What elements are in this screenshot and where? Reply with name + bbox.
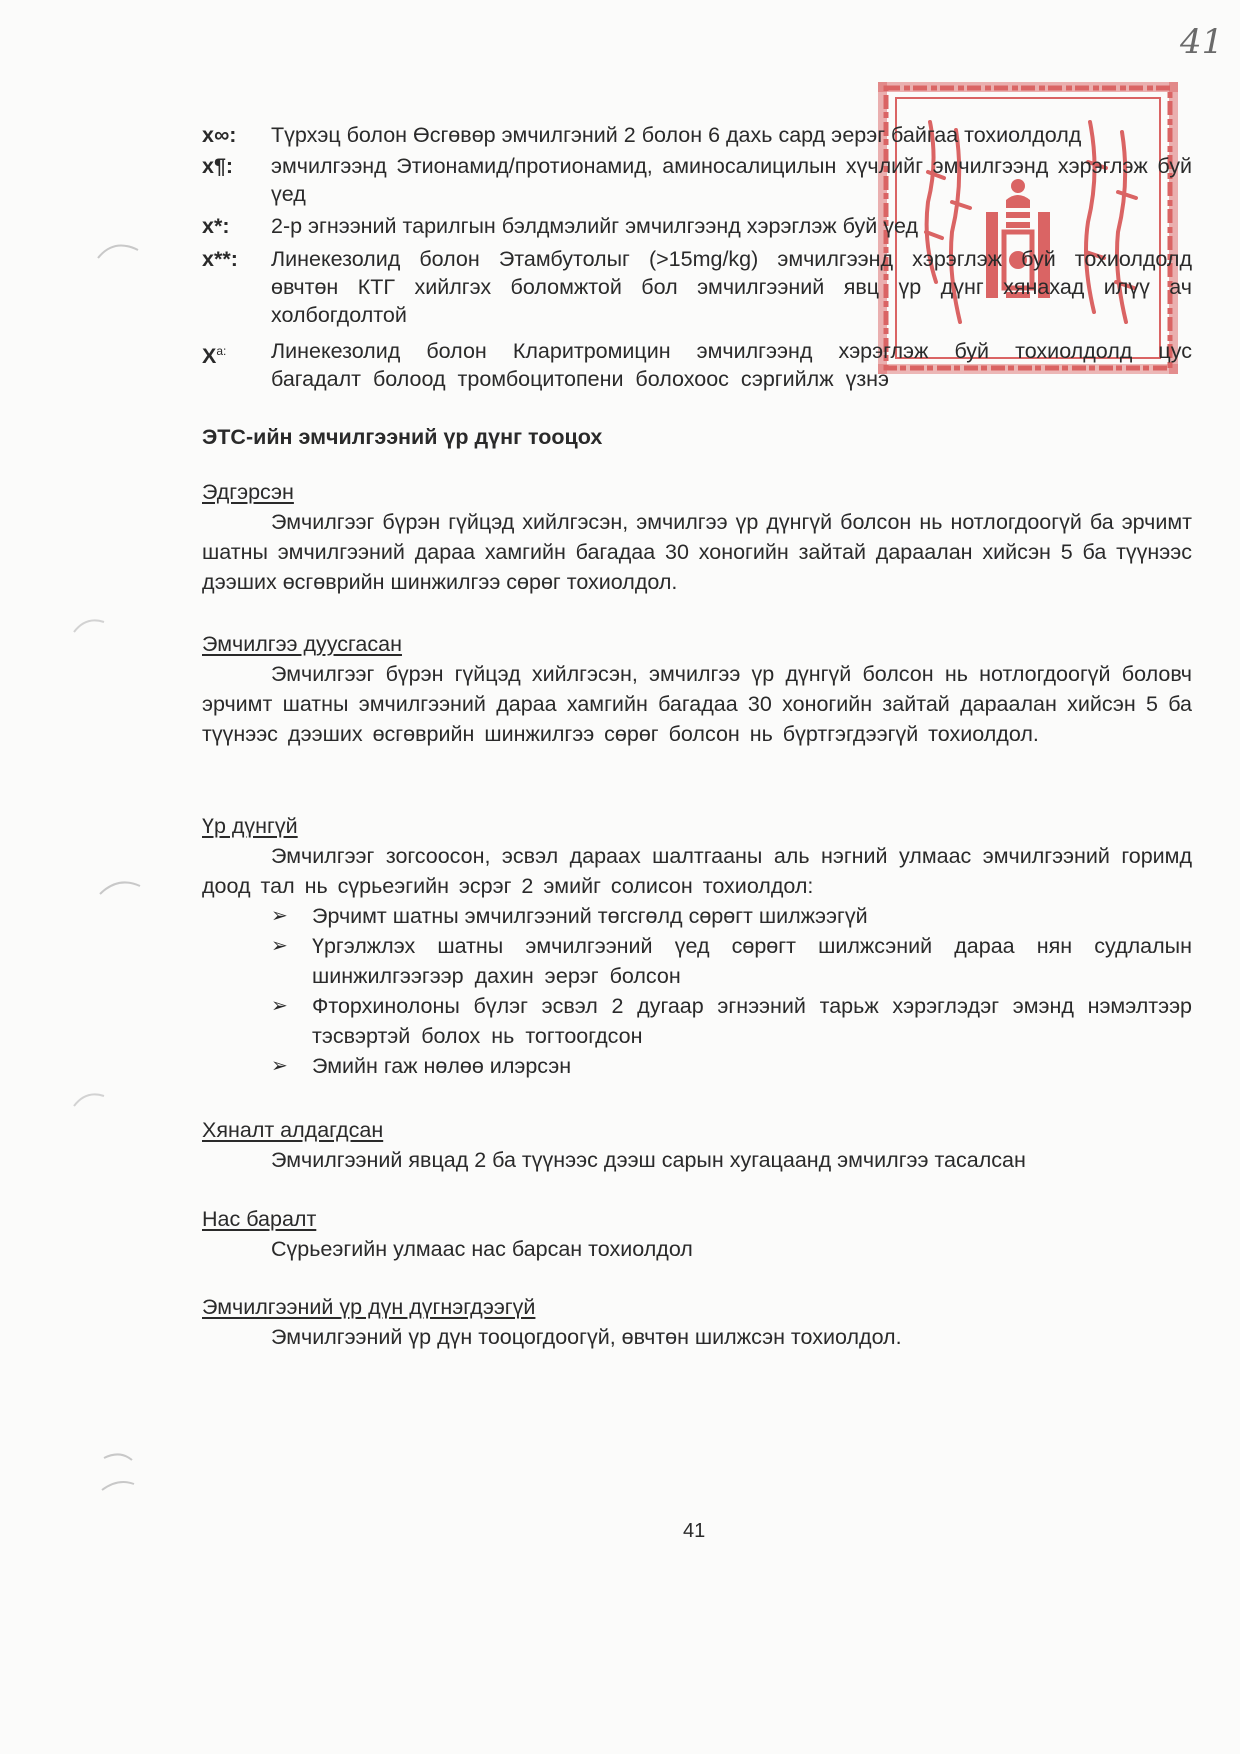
punch-hole-mark — [98, 1448, 138, 1498]
section-text: Эмчилгээг бүрэн гүйцэд хийлгэсэн, эмчилгээ үр дүнгүй болсон нь нотлогдоогүй ба эрчимт шатны эмчилгээний дараа хамгийн багадаа 30 хоногийн зайтай дараалан хийсэн 5 ба түүнээс дээших өсгөврийн шинжилгээ сөрөг тохиолдол. — [202, 510, 1192, 594]
footnote-mark: х¶: — [202, 154, 234, 178]
section-text: Сүрьеэгийн улмаас нас барсан тохиолдол — [271, 1237, 693, 1261]
arrow-bullet-icon: ➢ — [271, 995, 288, 1017]
definition-section — [202, 629, 1192, 749]
footnote-text: Түрхэц болон Өсгөвөр эмчилгэний 2 болон 6 дахь сард эерэг байгаа тохиолдолд — [271, 123, 1082, 147]
list-item: ➢ Фторхинолоны бүлэг эсвэл 2 дугаар эгнээний тарьж хэрэглэдэг эмэнд нэмэлтээр тэсвэртэй болох нь тогтоогдсон — [271, 991, 1192, 1051]
section-title: Эдгэрсэн — [202, 480, 294, 504]
footnote-item — [202, 212, 1192, 240]
footnote-mark: х*: — [202, 214, 230, 238]
footnote-text: 2-р эгнээний тарилгын бэлдмэлийг эмчилгээнд хэрэглэж буй үед — [271, 214, 919, 238]
footnote-item — [202, 121, 1192, 149]
section-title: Эмчилгээний үр дүн дүгнэгдээгүй — [202, 1295, 536, 1319]
section-title: Нас баралт — [202, 1207, 317, 1231]
footnote-mark: $Х^{a:}$ — [202, 344, 227, 369]
footnote-item — [202, 152, 1192, 208]
arrow-bullet-icon: ➢ — [271, 935, 288, 957]
arrow-bullet-icon: ➢ — [271, 905, 288, 927]
page-number: 41 — [683, 1520, 706, 1542]
footnote-text: Линекезолид болон Кларитромицин эмчилгээнд хэрэглэж буй тохиолдолд цус багадалт болоод тромбоцитопени болохоос сэргийлж үзнэ — [271, 339, 1192, 391]
punch-hole-mark — [70, 1088, 110, 1112]
definition-section — [202, 1292, 1192, 1352]
list-item: ➢ Эмийн гаж нөлөө илэрсэн — [271, 1051, 1192, 1081]
punch-hole-mark — [96, 872, 146, 902]
list-item: ➢ Үргэлжлэх шатны эмчилгээний үед сөрөгт шилжсэний дараа нян судлалын шинжилгээгээр дахин эерэг болсон — [271, 931, 1192, 991]
list-item: ➢ Эрчимт шатны эмчилгээний төгсгөлд сөрөгт шилжээгүй — [271, 901, 1192, 931]
section-title: Хяналт алдагдсан — [202, 1118, 384, 1142]
handwritten-page-number: 41 — [1180, 22, 1224, 62]
section-text: Эмчилгээг бүрэн гүйцэд хийлгэсэн, эмчилгээ үр дүнгүй болсон нь нотлогдоогүй боловч эрчимт шатны эмчилгээний дараа хамгийн багадаа 30 хоногийн зайтай дараалан хийсэн 5 ба түүнээс дээших өсгөврийн шинжилгээ сөрөг болсон нь бүртгэгдээгүй тохиолдол. — [202, 662, 1192, 746]
footnote-item — [202, 337, 1192, 393]
criteria-list — [202, 901, 1192, 1081]
arrow-bullet-icon: ➢ — [271, 1055, 288, 1077]
definition-section — [202, 1204, 1192, 1264]
footnote-text: Линекезолид болон Этамбутолыг (>15mg/kg) эмчилгээнд хэрэглэж буй тохиолдолд өвчтөн КТГ хийлгэх боломжтой бол эмчилгээний явц үр дүнг хянахад илүү ач холбогдолтой — [271, 247, 1192, 327]
section-text: Эмчилгээг зогсоосон, эсвэл дараах шалтгааны аль нэгний улмаас эмчилгээний горимд доод тал нь сүрьеэгийн эсрэг 2 эмийг солисон тохиолдол: — [202, 844, 1192, 898]
footnote-text: эмчилгээнд Этионамид/протионамид, аминосалицилын хүчлийг эмчилгээнд хэрэглэж буй үед — [271, 154, 1192, 206]
punch-hole-mark — [70, 614, 110, 638]
section-heading: ЭТС-ийн эмчилгээний үр дүнг тооцох — [202, 425, 603, 449]
footnote-mark: х**: — [202, 247, 238, 271]
footnote-item — [202, 245, 1192, 329]
definition-section — [202, 811, 1192, 1081]
section-title: Эмчилгээ дуусгасан — [202, 632, 402, 656]
definition-section — [202, 1115, 1192, 1175]
punch-hole-mark — [94, 236, 144, 266]
footnote-mark: х∞: — [202, 123, 237, 147]
section-text: Эмчилгээний үр дүн тооцогдоогүй, өвчтөн шилжсэн тохиолдол. — [271, 1325, 902, 1349]
definition-section — [202, 477, 1192, 597]
section-text: Эмчилгээний явцад 2 ба түүнээс дээш сарын хугацаанд эмчилгээ тасалсан — [271, 1148, 1026, 1172]
section-title: Үр дүнгүй — [202, 814, 298, 838]
